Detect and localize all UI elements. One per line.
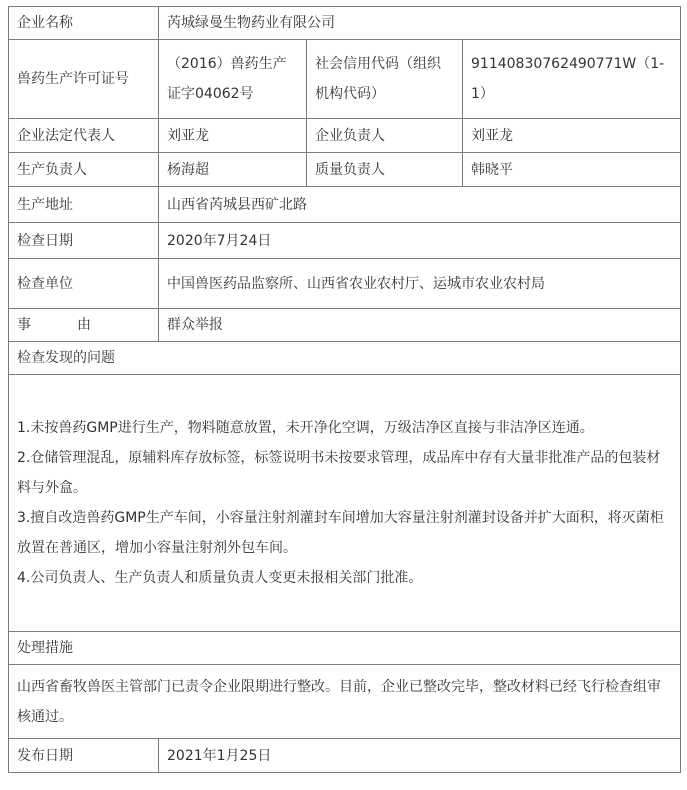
legal-rep-label: 企业法定代表人 (9, 119, 159, 153)
address-value: 山西省芮城县西矿北路 (159, 187, 681, 223)
production-head-label: 生产负责人 (9, 153, 159, 187)
inspection-table (8, 6, 681, 773)
company-head-value: 刘亚龙 (463, 119, 681, 153)
row-measures-header (9, 632, 681, 665)
production-head-value: 杨海超 (159, 153, 307, 187)
reason-label: 事 由 (9, 309, 159, 342)
finding-item: 1.未按兽药GMP进行生产，物料随意放置，未开净化空调，万级洁净区直接与非洁净区连通。 (17, 420, 594, 436)
row-measures (9, 665, 681, 739)
credit-code-value: 91140830762490771W（1-1） (463, 40, 681, 119)
company-name-value: 芮城绿曼生物药业有限公司 (159, 7, 681, 40)
company-name-label: 企业名称 (9, 7, 159, 40)
finding-item: 2.仓储管理混乱，原辅料库存放标签，标签说明书未按要求管理，成品库中存有大量非批准产品的包装材料与外盒。 (17, 450, 661, 496)
address-label: 生产地址 (9, 187, 159, 223)
row-company-name (9, 7, 681, 40)
row-address (9, 187, 681, 223)
inspection-date-value: 2020年7月24日 (159, 223, 681, 259)
publish-date-value: 2021年1月25日 (159, 739, 681, 773)
license-value: （2016）兽药生产证字04062号 (159, 40, 307, 119)
findings-content (9, 375, 681, 632)
row-license (9, 40, 681, 119)
inspection-unit-value: 中国兽医药品监察所、山西省农业农村厅、运城市农业农村局 (159, 259, 681, 309)
legal-rep-value: 刘亚龙 (159, 119, 307, 153)
row-findings (9, 375, 681, 632)
reason-value: 群众举报 (159, 309, 681, 342)
credit-code-label: 社会信用代码（组织机构代码） (307, 40, 463, 119)
row-findings-header (9, 342, 681, 375)
row-production-head (9, 153, 681, 187)
row-inspection-date (9, 223, 681, 259)
publish-date-label: 发布日期 (9, 739, 159, 773)
license-label: 兽药生产许可证号 (9, 40, 159, 119)
quality-head-label: 质量负责人 (307, 153, 463, 187)
company-head-label: 企业负责人 (307, 119, 463, 153)
measures-value: 山西省畜牧兽医主管部门已责令企业限期进行整改。目前，企业已整改完毕，整改材料已经飞行检查组审核通过。 (9, 665, 681, 739)
finding-item: 3.擅自改造兽药GMP生产车间，小容量注射剂灌封车间增加大容量注射剂灌封设备并扩大面积，将灭菌柜放置在普通区，增加小容量注射剂外包车间。 (17, 510, 664, 556)
row-legal-rep (9, 119, 681, 153)
finding-item: 4.公司负责人、生产负责人和质量负责人变更未报相关部门批准。 (17, 570, 423, 586)
quality-head-value: 韩晓平 (463, 153, 681, 187)
row-publish-date (9, 739, 681, 773)
row-inspection-unit (9, 259, 681, 309)
findings-label: 检查发现的问题 (9, 342, 681, 375)
measures-label: 处理措施 (9, 632, 681, 665)
row-reason (9, 309, 681, 342)
inspection-date-label: 检查日期 (9, 223, 159, 259)
inspection-unit-label: 检查单位 (9, 259, 159, 309)
